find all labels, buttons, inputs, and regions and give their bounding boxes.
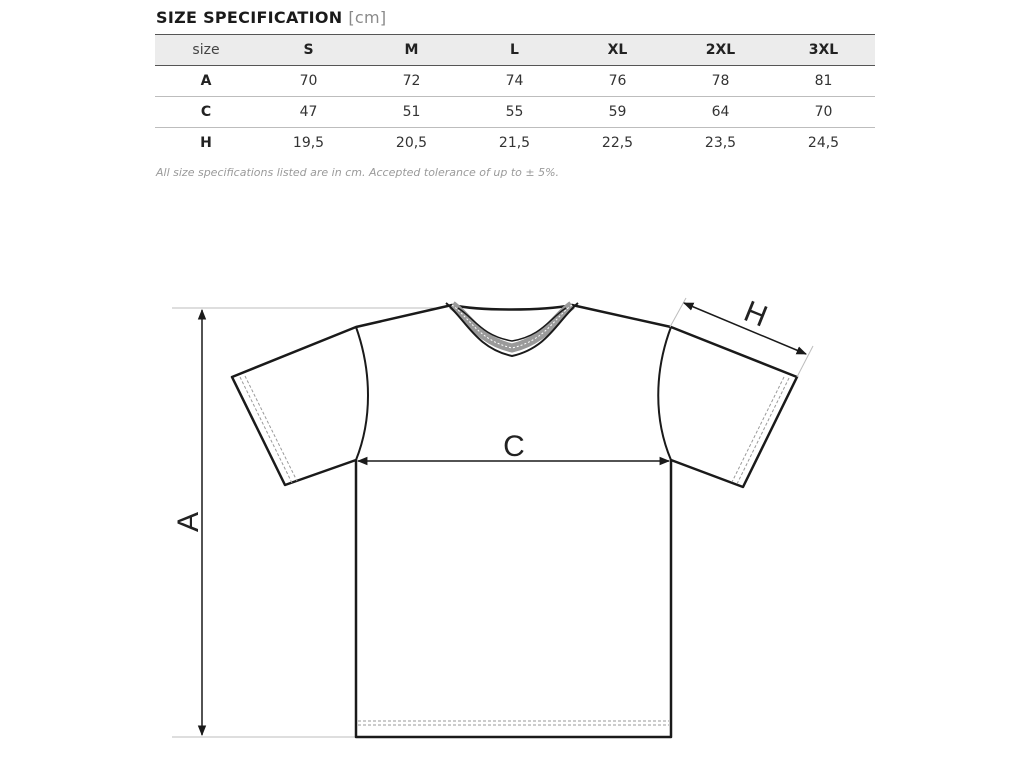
table-cell: 19,5 [292, 135, 325, 151]
size-column-header: M [404, 42, 419, 58]
table-cell: 21,5 [498, 135, 531, 151]
corner-cell: size [192, 42, 220, 58]
table-cell: 51 [402, 104, 421, 120]
table-cell: 24,5 [807, 135, 840, 151]
table-cell: 47 [299, 104, 318, 120]
table-cell: 72 [402, 73, 421, 89]
table-cell: 59 [608, 104, 627, 120]
size-column-header: 3XL [808, 42, 839, 58]
table-cell: 22,5 [601, 135, 634, 151]
tolerance-note: All size specifications listed are in cm. Accepted tolerance of up to ± 5%. [156, 166, 560, 179]
dimension-a-label: A [172, 511, 205, 533]
tshirt-outline [232, 305, 797, 737]
table-cell: 55 [505, 104, 524, 120]
size-column-header: XL [607, 42, 628, 58]
row-label: A [200, 73, 212, 89]
table-cell: 70 [299, 73, 318, 89]
table-cell: 23,5 [704, 135, 737, 151]
guide-line-sleeve [670, 298, 686, 327]
size-column-header: S [303, 42, 314, 58]
table-cell: 81 [814, 73, 833, 89]
size-column-header: 2XL [705, 42, 736, 58]
dimension-h-label: H [739, 294, 772, 334]
title-text: SIZE SPECIFICATION [156, 8, 343, 27]
table-cell: 76 [608, 73, 627, 89]
table-cell: 74 [505, 73, 524, 89]
table-cell: 64 [711, 104, 730, 120]
table-cell: 20,5 [395, 135, 428, 151]
dimension-c-label: C [503, 430, 525, 463]
table-cell: 78 [711, 73, 730, 89]
row-label: H [200, 135, 212, 151]
table-cell: 70 [814, 104, 833, 120]
row-label: C [200, 104, 212, 120]
title-unit: [cm] [348, 8, 387, 27]
size-column-header: L [510, 42, 519, 58]
